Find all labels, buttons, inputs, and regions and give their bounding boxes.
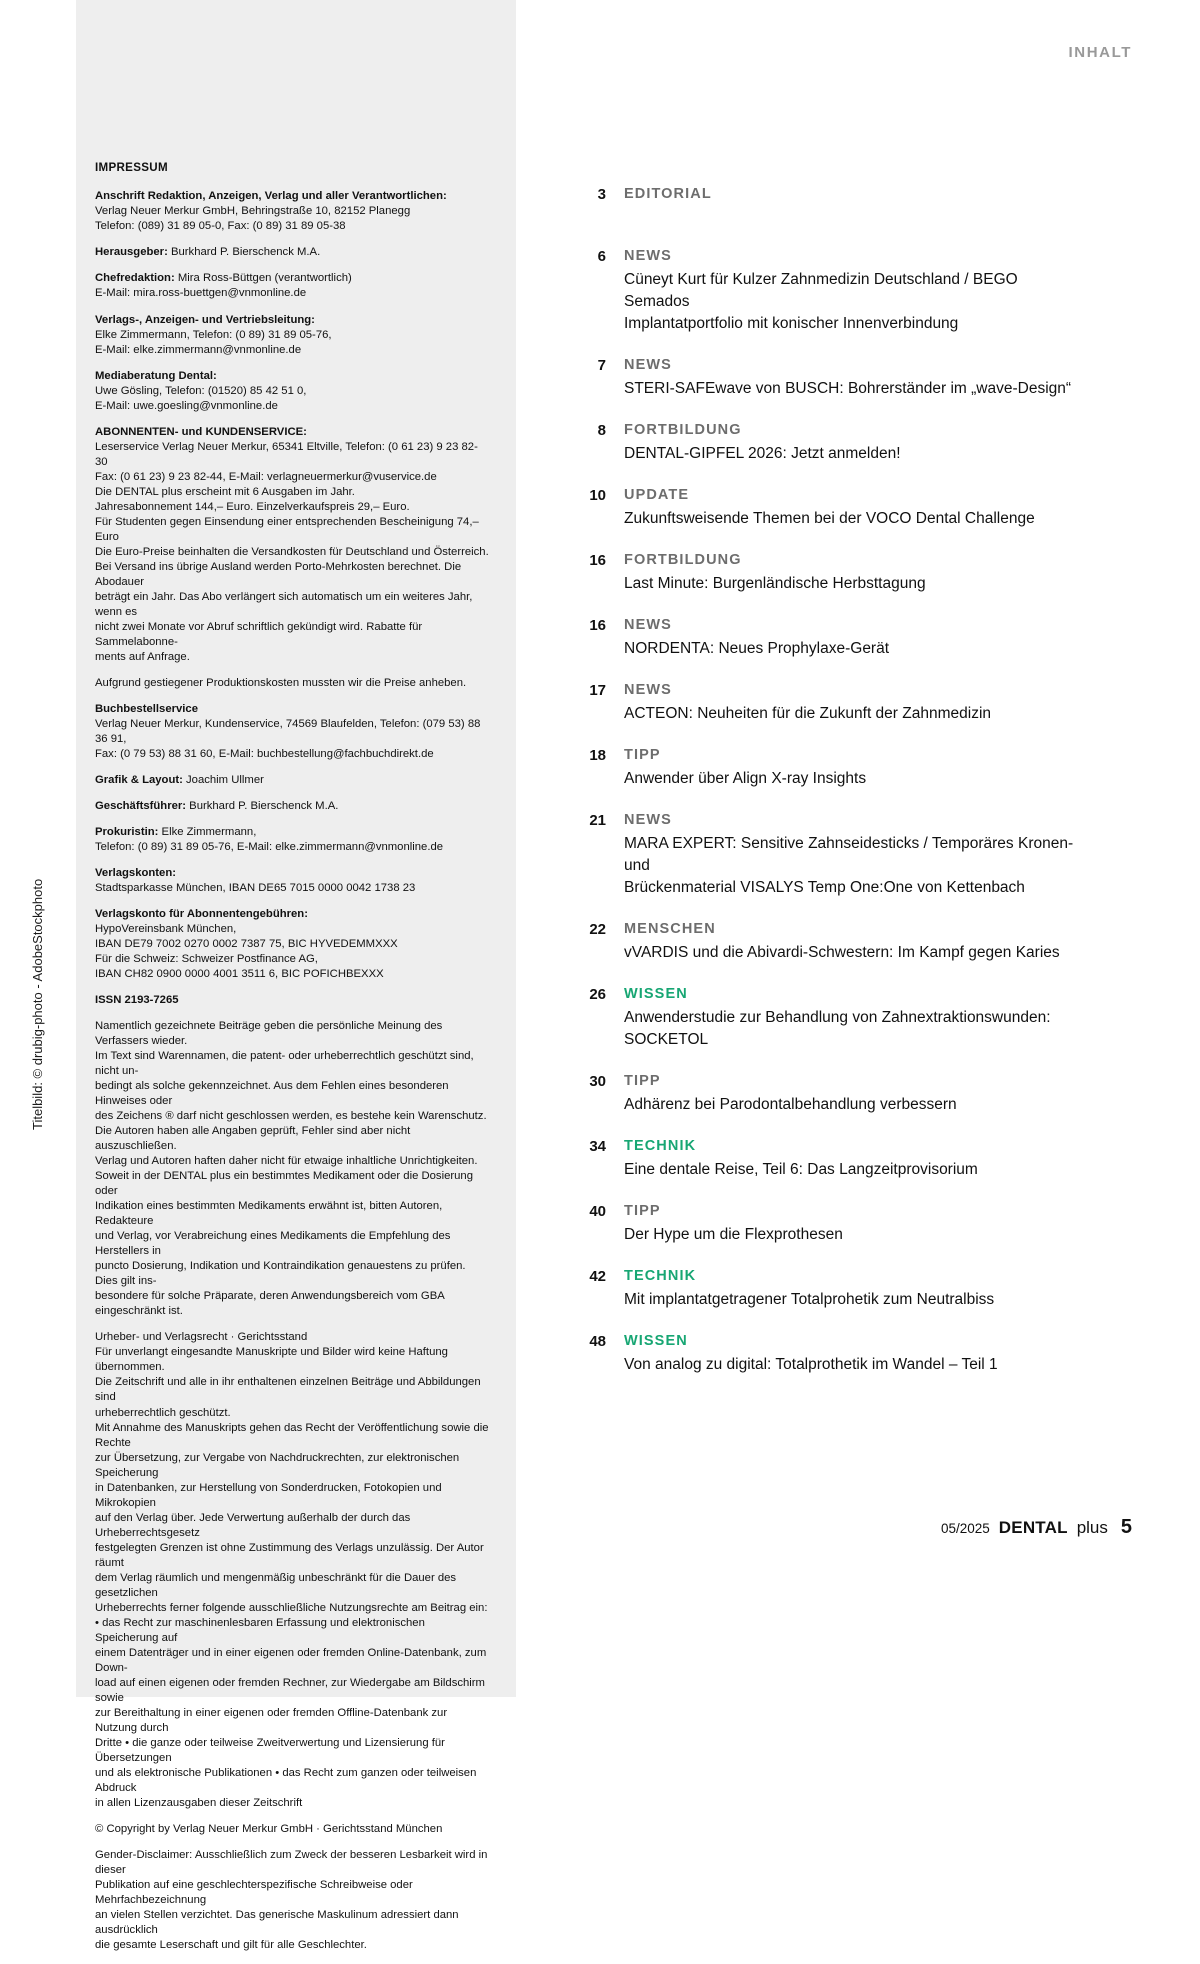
toc-page-number: 26 (589, 986, 606, 1003)
toc-entry-body (624, 812, 1080, 899)
toc-title-line: Zukunftsweisende Themen bei der VOCO Dental Challenge (624, 510, 1035, 527)
impressum-heading-text: Herausgeber: (95, 246, 168, 259)
toc-page-number: 10 (589, 487, 606, 504)
impressum-legal-line: Im Text sind Warennamen, die patent- oder urheberrechtlich geschützt sind, nicht un- (95, 1050, 474, 1078)
toc-title-line: Implantatportfolio mit konischer Innenverbindung (624, 315, 959, 332)
toc-entry[interactable] (560, 812, 1080, 899)
toc-entry[interactable] (560, 552, 1080, 595)
impressum-block (95, 425, 490, 665)
toc-entry-body (624, 1268, 1080, 1311)
impressum-heading-text: Prokuristin: (95, 825, 159, 838)
toc-title-line: Von analog zu digital: Totalprothetik im Wandel – Teil 1 (624, 1356, 998, 1373)
impressum-price-note: Aufgrund gestiegener Produktionskosten mussten wir die Preise anheben. (95, 676, 467, 689)
impressum-heading-text: Buchbestellservice (95, 702, 198, 715)
impressum-line: Telefon: (0 89) 31 89 05-76, E-Mail: elke.zimmermann@vnmonline.de (95, 840, 444, 853)
impressum-legal-line: load auf einen eigenen oder fremden Rechner, zur Wiedergabe am Bildschirm sowie (95, 1676, 485, 1704)
toc-article-title (624, 833, 1080, 899)
toc-article-title (624, 768, 1080, 790)
toc-article-title (624, 1007, 1080, 1051)
toc-entry-body (624, 921, 1080, 964)
impressum-legal-line: urheberrechtlich geschützt. (95, 1406, 231, 1419)
toc-article-title (624, 703, 1080, 725)
impressum-legal-line: Namentlich gezeichnete Beiträge geben die persönliche Meinung des Verfassers wieder. (95, 1020, 443, 1048)
impressum-legal-line: Indikation eines bestimmten Medikaments erwähnt ist, bitten Autoren, Redakteure (95, 1200, 443, 1228)
impressum-column (95, 160, 490, 1964)
impressum-heading-text: Geschäftsführer: (95, 799, 187, 812)
impressum-heading-inline-value: Joachim Ullmer (182, 773, 264, 786)
toc-category: NEWS (624, 812, 672, 828)
impressum-line: Für Studenten gegen Einsendung einer entsprechenden Bescheinigung 74,– Euro (95, 515, 479, 543)
magazine-brand-suffix: plus (1076, 1518, 1108, 1537)
impressum-legal-line: in Datenbanken, zur Herstellung von Sonderdrucken, Fotokopien und Mikrokopien (95, 1481, 442, 1509)
impressum-legal-line: besondere für solche Präparate, deren Anwendungsbereich vom GBA eingeschränkt ist. (95, 1290, 445, 1318)
impressum-line: E-Mail: elke.zimmermann@vnmonline.de (95, 343, 302, 356)
toc-entry[interactable] (560, 422, 1080, 465)
toc-entry-body (624, 422, 1080, 465)
impressum-line: Für die Schweiz: Schweizer Postfinance AG, (95, 953, 318, 966)
toc-entry[interactable] (560, 682, 1080, 725)
toc-title-line: ACTEON: Neuheiten für die Zukunft der Zahnmedizin (624, 705, 992, 722)
toc-entry[interactable] (560, 1138, 1080, 1181)
toc-category: WISSEN (624, 1333, 688, 1349)
toc-page-number: 34 (589, 1138, 606, 1155)
impressum-legal-paragraph-1 (95, 1019, 490, 1319)
toc-entry[interactable] (560, 747, 1080, 790)
toc-entry[interactable] (560, 1333, 1080, 1376)
impressum-line: Bei Versand ins übrige Ausland werden Porto-Mehrkosten berechnet. Die Abodauer (95, 560, 462, 588)
impressum-line: Jahresabonnement 144,– Euro. Einzelverkaufspreis 29,– Euro. (95, 500, 410, 513)
toc-category: FORTBILDUNG (624, 422, 742, 438)
toc-entry-body (624, 682, 1080, 725)
impressum-legal-line: puncto Dosierung, Indikation und Kontraindikation genauestens zu prüfen. Dies gilt ins- (95, 1260, 466, 1288)
impressum-heading-text: Anschrift Redaktion, Anzeigen, Verlag und aller Verantwortlichen: (95, 190, 447, 203)
toc-category: MENSCHEN (624, 921, 716, 937)
page-footer (941, 1516, 1132, 1539)
impressum-line: Uwe Gösling, Telefon: (01520) 85 42 51 0, (95, 384, 307, 397)
toc-category: NEWS (624, 682, 672, 698)
toc-category: TECHNIK (624, 1268, 697, 1284)
toc-entry-body (624, 986, 1080, 1051)
impressum-block (95, 907, 490, 982)
toc-title-line: SOCKETOL (624, 1031, 709, 1048)
impressum-heading-text: Mediaberatung Dental: (95, 369, 217, 382)
impressum-block (95, 369, 490, 414)
toc-entry[interactable] (560, 487, 1080, 530)
toc-category: FORTBILDUNG (624, 552, 742, 568)
impressum-legal-line: Mit Annahme des Manuskripts gehen das Recht der Veröffentlichung sowie die Rechte (95, 1421, 489, 1449)
toc-entry-body (624, 1073, 1080, 1116)
toc-title-line: Cüneyt Kurt für Kulzer Zahnmedizin Deutschland / BEGO Semados (624, 271, 1018, 310)
impressum-legal-line: Dritte • die ganze oder teilweise Zweitverwertung und Lizensierung für Übersetzungen (95, 1736, 445, 1764)
toc-article-title (624, 1224, 1080, 1246)
toc-category: WISSEN (624, 986, 688, 1002)
impressum-heading-text: Chefredaktion: (95, 272, 175, 285)
toc-article-title (624, 573, 1080, 595)
toc-entry-body (624, 186, 1080, 202)
impressum-legal-line: und als elektronische Publikationen • das Recht zum ganzen oder teilweisen Abdruck (95, 1766, 477, 1794)
impressum-legal-line: Soweit in der DENTAL plus ein bestimmtes Medikament oder die Dosierung oder (95, 1170, 473, 1198)
impressum-block (95, 245, 490, 260)
toc-entry-body (624, 552, 1080, 595)
toc-category: UPDATE (624, 487, 690, 503)
impressum-heading-inline-value: Burkhard P. Bierschenck M.A. (167, 246, 321, 259)
impressum-legal-line: in allen Lizenzausgaben dieser Zeitschrift (95, 1796, 303, 1809)
impressum-issn: ISSN 2193-7265 (95, 994, 179, 1007)
toc-entry[interactable] (560, 921, 1080, 964)
impressum-legal-line: Urheberrechts ferner folgende ausschließliche Nutzungsrechte am Beitrag ein: (95, 1601, 488, 1614)
impressum-line: IBAN DE79 7002 0270 0002 7387 75, BIC HYVEDEMMXXX (95, 938, 398, 951)
toc-article-title (624, 1159, 1080, 1181)
impressum-block-heading (95, 245, 490, 260)
impressum-copyright: © Copyright by Verlag Neuer Merkur GmbH · Gerichtsstand München (95, 1822, 443, 1835)
toc-page-number: 30 (589, 1073, 606, 1090)
toc-page-number: 40 (589, 1203, 606, 1220)
toc-entry[interactable] (560, 617, 1080, 660)
toc-entry-body (624, 1203, 1080, 1246)
toc-entry[interactable] (560, 248, 1080, 335)
toc-entry[interactable] (560, 357, 1080, 400)
toc-title-line: vVARDIS und die Abivardi-Schwestern: Im Kampf gegen Karies (624, 944, 1060, 961)
impressum-line: Telefon: (089) 31 89 05-0, Fax: (0 89) 31 89 05-38 (95, 220, 346, 233)
toc-page-number: 6 (597, 248, 606, 265)
impressum-heading-inline-value: Elke Zimmermann, (158, 825, 257, 838)
impressum-gender-disclaimer (95, 1848, 490, 1953)
toc-category: NEWS (624, 248, 672, 264)
impressum-legal-line: dem Verlag räumlich und mengenmäßig unbeschränkt für die Dauer des gesetzlichen (95, 1571, 457, 1599)
impressum-line: Stadtsparkasse München, IBAN DE65 7015 0000 0042 1738 23 (95, 882, 416, 894)
gender-disclaimer-first-line (95, 1848, 490, 1878)
toc-article-title (624, 1354, 1080, 1376)
impressum-block-heading (95, 189, 490, 204)
gender-disclaimer-text: Ausschließlich zum Zweck der besseren Lesbarkeit wird in dieser (95, 1848, 488, 1876)
impressum-heading-text: Verlagskonten: (95, 866, 176, 879)
impressum-block (95, 773, 490, 788)
toc-title-line: Anwender über Align X-ray Insights (624, 770, 867, 787)
impressum-legal-line: • das Recht zur maschinenlesbaren Erfassung und elektronischen Speicherung auf (95, 1616, 425, 1644)
impressum-legal-line: zur Bereithaltung in einer eigenen oder fremden Offline-Datenbank zur Nutzung durch (95, 1706, 448, 1734)
toc-page-number: 16 (589, 552, 606, 569)
impressum-line: Leserservice Verlag Neuer Merkur, 65341 Eltville, Telefon: (0 61 23) 9 23 82-30 (95, 440, 478, 468)
magazine-brand: DENTAL (998, 1518, 1068, 1537)
toc-title-line: MARA EXPERT: Sensitive Zahnseidesticks / Temporäres Kronen- und (624, 835, 1074, 874)
table-of-contents (560, 186, 1080, 1398)
toc-entry-body (624, 1138, 1080, 1181)
impressum-line: Fax: (0 79 53) 88 31 60, E-Mail: buchbestellung@fachbuchdirekt.de (95, 747, 434, 760)
toc-entry-body (624, 487, 1080, 530)
toc-category: NEWS (624, 357, 672, 373)
toc-entry-body (624, 747, 1080, 790)
impressum-legal-line: Für unverlangt eingesandte Manuskripte und Bilder wird keine Haftung übernommen. (95, 1346, 448, 1374)
impressum-legal-line: einem Datenträger und in einer eigenen oder fremden Online-Datenbank, zum Down- (95, 1646, 487, 1674)
impressum-heading-inline-value: Mira Ross-Büttgen (verantwortlich) (174, 272, 352, 285)
impressum-line: nicht zwei Monate vor Abruf schriftlich gekündigt wird. Rabatte für Sammelabonne- (95, 620, 423, 648)
toc-article-title (624, 1289, 1080, 1311)
impressum-block-heading (95, 369, 490, 384)
impressum-block (95, 799, 490, 814)
impressum-blocks-primary (95, 189, 490, 664)
toc-entry[interactable] (560, 1203, 1080, 1246)
impressum-heading-text: Verlags-, Anzeigen- und Vertriebsleitung: (95, 313, 315, 326)
impressum-heading-inline-value: Burkhard P. Bierschenck M.A. (186, 799, 339, 812)
page-section-label: INHALT (1068, 44, 1132, 61)
toc-title-line: Last Minute: Burgenländische Herbsttagung (624, 575, 926, 592)
toc-page-number: 18 (589, 747, 606, 764)
impressum-heading-text: Grafik & Layout: (95, 773, 183, 786)
toc-entry-body (624, 617, 1080, 660)
toc-page-number: 48 (589, 1333, 606, 1350)
impressum-line: beträgt ein Jahr. Das Abo verlängert sich automatisch um ein weiteres Jahr, wenn es (95, 590, 473, 618)
impressum-block-heading (95, 702, 490, 717)
toc-title-line: Adhärenz bei Parodontalbehandlung verbessern (624, 1096, 957, 1113)
toc-page-number: 7 (597, 357, 606, 374)
toc-category: EDITORIAL (624, 186, 712, 202)
impressum-block-heading (95, 907, 490, 922)
toc-entry[interactable] (560, 986, 1080, 1051)
impressum-legal-line: Die Autoren haben alle Angaben geprüft, Fehler sind aber nicht auszuschließen. (95, 1125, 411, 1153)
toc-entry-body (624, 357, 1080, 400)
toc-entry[interactable] (560, 1268, 1080, 1311)
impressum-block-heading (95, 799, 490, 814)
toc-page-number: 8 (597, 422, 606, 439)
impressum-legal-line: des Zeichens ® darf nicht geschlossen werden, es bestehe kein Warenschutz. (95, 1110, 487, 1123)
impressum-line: E-Mail: uwe.goesling@vnmonline.de (95, 399, 278, 412)
toc-title-line: Eine dentale Reise, Teil 6: Das Langzeitprovisorium (624, 1161, 978, 1178)
toc-category: TIPP (624, 1073, 661, 1089)
impressum-block (95, 702, 490, 762)
toc-page-number: 22 (589, 921, 606, 938)
gender-disclaimer-text: die gesamte Leserschaft und gilt für alle Geschlechter. (95, 1939, 367, 1952)
impressum-blocks-secondary (95, 702, 490, 982)
gender-disclaimer-text: Publikation auf eine geschlechterspezifische Schreibweise oder Mehrfachbezeichnung (95, 1878, 413, 1906)
toc-article-title (624, 638, 1080, 660)
toc-entry-body (624, 248, 1080, 335)
toc-article-title (624, 942, 1080, 964)
issue-number: 05/2025 (940, 1521, 990, 1536)
impressum-block (95, 313, 490, 358)
toc-category: NEWS (624, 617, 672, 633)
toc-title-line: Brückenmaterial VISALYS Temp One:One von Kettenbach (624, 879, 1025, 896)
impressum-line: Die Euro-Preise beinhalten die Versandkosten für Deutschland und Österreich. (95, 545, 489, 558)
impressum-line: Verlag Neuer Merkur, Kundenservice, 74569 Blaufelden, Telefon: (079 53) 88 36 91, (95, 717, 481, 745)
toc-page-number: 16 (589, 617, 606, 634)
impressum-legal-line: festgelegten Grenzen ist ohne Zustimmung des Verlags unzulässig. Der Autor räumt (95, 1541, 484, 1569)
toc-title-line: Mit implantatgetragener Totalprohetik zum Neutralbiss (624, 1291, 995, 1308)
toc-entry-body (624, 1333, 1080, 1376)
impressum-line: Elke Zimmermann, Telefon: (0 89) 31 89 05-76, (95, 328, 332, 341)
impressum-line: ments auf Anfrage. (95, 650, 190, 663)
impressum-block-heading (95, 866, 490, 881)
impressum-block-heading (95, 825, 490, 840)
toc-page-number: 21 (589, 812, 606, 829)
impressum-block (95, 825, 490, 855)
impressum-heading-text: Verlagskonto für Abonnentengebühren: (95, 908, 308, 921)
impressum-legal-line: Verlag und Autoren haften daher nicht für etwaige inhaltliche Unrichtigkeiten. (95, 1155, 478, 1168)
toc-page-number: 3 (597, 186, 606, 203)
impressum-block-heading (95, 271, 490, 286)
impressum-block (95, 271, 490, 301)
gender-disclaimer-heading: Gender-Disclaimer: (95, 1848, 193, 1861)
cover-photo-credit: Titelbild: © drubig-photo - AdobeStockphoto (30, 878, 45, 1130)
impressum-legal-line: bedingt als solche gekennzeichnet. Aus dem Fehlen eines besonderen Hinweises oder (95, 1080, 449, 1108)
impressum-legal-heading-2: Urheber- und Verlagsrecht · Gerichtsstand Für unverlangt eingesandte Manuskripte und Bilder wird keine Haftung übernommen. Die Zeitschrift und alle in ihr enthaltenen einzelnen Beiträge und Abbildungen sind urheberrechtlich geschützt. Mit Annahme des Manuskripts gehen das Recht der Veröffentlichung sowie die Rechte zur Übersetzung, zur Vergabe von Nachdruckrechten, zur elektronischen Speicherung in Datenbanken, zur Herstellung von Sonderdrucken, Fotokopien und Mikrokopien auf den Verlag über. Jede Verwertung außerhalb der durch das Urheberrechtsgesetz festgelegten Grenzen ist ohne Zustimmung des Verlags unzulässig. Der Autor räumt dem Verlag räumlich und mengenmäßig unbeschränkt für die Dauer des gesetzlichen Urheberrechts ferner folgende ausschließliche Nutzungsrechte am Beitrag ein: • das Recht zur maschinenlesbaren Erfassung und elektronischen Speicherung auf einem Datenträger und in einer eigenen oder fremden Online-Datenbank, zum Down- load auf einen eigenen oder fremden Rechner, zur Wiedergabe am Bildschirm sowie zur Bereithaltung in einer eigenen oder fremden Offline-Datenbank zur Nutzung durch Dritte • die ganze oder teilweise Zweitverwertung und Lizensierung für Übersetzungen und als elektronische Publikationen • das Recht zum ganzen oder teilweisen Abdruck in allen Lizenzausgaben dieser Zeitschrift (95, 1330, 490, 1811)
toc-title-line: Der Hype um die Flexprothesen (624, 1226, 843, 1243)
impressum-block-heading (95, 313, 490, 328)
toc-entry[interactable] (560, 186, 1080, 226)
impressum-legal-line: zur Übersetzung, zur Vergabe von Nachdruckrechten, zur elektronischen Speicherung (95, 1451, 460, 1479)
toc-title-line: Anwenderstudie zur Behandlung von Zahnextraktionswunden: (624, 1009, 1051, 1026)
impressum-block (95, 189, 490, 234)
impressum-line: E-Mail: mira.ross-buettgen@vnmonline.de (95, 287, 307, 300)
impressum-line: Verlag Neuer Merkur GmbH, Behringstraße 10, 82152 Planegg (95, 205, 411, 218)
gender-disclaimer-text: an vielen Stellen verzichtet. Das generische Maskulinum adressiert dann ausdrücklich (95, 1909, 459, 1937)
impressum-line: IBAN CH82 0900 0000 4001 3511 6, BIC POFICHBEXXX (95, 968, 384, 981)
toc-page-number: 42 (589, 1268, 606, 1285)
toc-article-title (624, 508, 1080, 530)
impressum-line: Fax: (0 61 23) 9 23 82-44, E-Mail: verlagneuermerkur@vuservice.de (95, 470, 437, 483)
toc-category: TIPP (624, 1203, 661, 1219)
impressum-legal-line: auf den Verlag über. Jede Verwertung außerhalb der durch das Urheberrechtsgesetz (95, 1511, 411, 1539)
toc-title-line: STERI-SAFEwave von BUSCH: Bohrerständer im „wave-Design“ (624, 380, 1072, 397)
impressum-block-heading (95, 773, 490, 788)
impressum-legal-line: und Verlag, vor Verabreichung eines Medikaments die Empfehlung des Herstellers in (95, 1230, 451, 1258)
impressum-line: Die DENTAL plus erscheint mit 6 Ausgaben im Jahr. (95, 485, 355, 498)
toc-article-title (624, 269, 1080, 335)
toc-category: TECHNIK (624, 1138, 697, 1154)
impressum-title: IMPRESSUM (95, 161, 168, 174)
toc-article-title (624, 1094, 1080, 1116)
toc-entry[interactable] (560, 1073, 1080, 1116)
toc-category: TIPP (624, 747, 661, 763)
toc-page-number: 17 (589, 682, 606, 699)
impressum-heading-text: ABONNENTEN- und KUNDENSERVICE: (95, 425, 307, 438)
toc-title-line: DENTAL-GIPFEL 2026: Jetzt anmelden! (624, 445, 901, 462)
impressum-line: HypoVereinsbank München, (95, 923, 237, 936)
toc-title-line: NORDENTA: Neues Prophylaxe-Gerät (624, 640, 890, 657)
impressum-legal-line: Die Zeitschrift und alle in ihr enthaltenen einzelnen Beiträge und Abbildungen sind (95, 1376, 481, 1404)
footer-page-number: 5 (1120, 1516, 1132, 1538)
toc-article-title (624, 378, 1080, 400)
impressum-block (95, 866, 490, 896)
impressum-block-heading (95, 425, 490, 440)
toc-article-title (624, 443, 1080, 465)
